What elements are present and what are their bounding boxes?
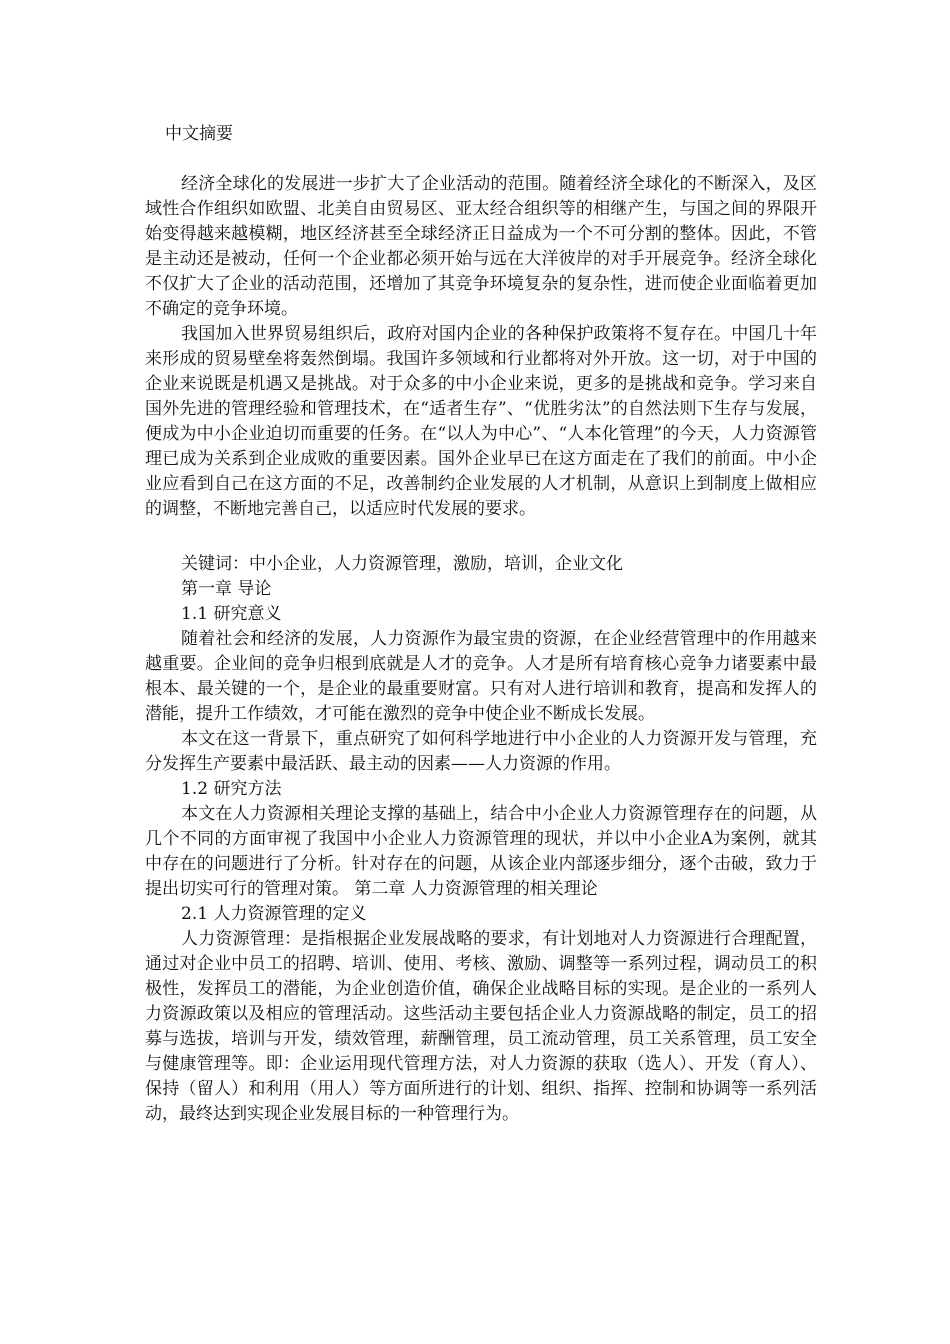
document-page (145, 122, 817, 1127)
section-1-2-paragraph: 本文在人力资源相关理论支撑的基础上，结合中小企业人力资源管理存在的问题，从几个不同的方面审视了我国中小企业人力资源管理的现状，并以中小企业A为案例，就其中存在的问题进行了分析。针对存在的问题，从该企业内部逐步细分，逐个击破，致力于提出切实可行的管理对策。 第二章 人力资源管理的相关理论 (145, 804, 817, 899)
keywords-line (145, 552, 817, 577)
section-1-1-heading: 1.1 研究意义 (181, 604, 282, 624)
page-title: 中文摘要 (165, 124, 233, 144)
keywords-text: 中小企业，人力资源管理，激励，培训，企业文化 (249, 554, 623, 574)
section-2-1-heading: 2.1 人力资源管理的定义 (181, 904, 367, 924)
abstract-paragraph-2: 我国加入世界贸易组织后，政府对国内企业的各种保护政策将不复存在。中国几十年来形成的贸易壁垒将轰然倒塌。我国许多领域和行业都将对外开放。这一切，对于中国的企业来说既是机遇又是挑战。对于众多的中小企业来说，更多的是挑战和竞争。学习来自国外先进的管理经验和管理技术，在“适者生存”、“优胜劣汰”的自然法则下生存与发展，便成为中小企业迫切而重要的任务。在“以人为中心”、“人本化管理”的今天，人力资源管理已成为关系到企业成败的重要因素。国外企业早已在这方面走在了我们的前面。中小企业应看到自己在这方面的不足，改善制约企业发展的人才机制，从意识上到制度上做相应的调整，不断地完善自己，以适应时代发展的要求。 (145, 324, 817, 519)
keywords-label: 关键词： (181, 554, 249, 574)
chapter-1-heading: 第一章 导论 (181, 579, 272, 599)
spacer (145, 522, 817, 552)
section-1-1-paragraph-1: 随着社会和经济的发展，人力资源作为最宝贵的资源，在企业经营管理中的作用越来越重要。企业间的竞争归根到底就是人才的竞争。人才是所有培育核心竞争力诸要素中最根本、最关键的一个，是企业的最重要财富。只有对人进行培训和教育，提高和发挥人的潜能，提升工作绩效，才可能在激烈的竞争中使企业不断成长发展。 (145, 629, 817, 724)
spacer (145, 157, 817, 172)
section-1-2-heading: 1.2 研究方法 (181, 779, 282, 799)
section-2-1-paragraph: 人力资源管理：是指根据企业发展战略的要求，有计划地对人力资源进行合理配置，通过对企业中员工的招聘、培训、使用、考核、激励、调整等一系列过程，调动员工的积极性，发挥员工的潜能，为企业创造价值，确保企业战略目标的实现。是企业的一系列人力资源政策以及相应的管理活动。这些活动主要包括企业人力资源战略的制定，员工的招募与选拔，培训与开发，绩效管理，薪酬管理，员工流动管理，员工关系管理，员工安全与健康管理等。即：企业运用现代管理方法，对人力资源的获取（选人）、开发（育人）、保持（留人）和利用（用人）等方面所进行的计划、组织、指挥、控制和协调等一系列活动，最终达到实现企业发展目标的一种管理行为。 (145, 929, 817, 1124)
abstract-paragraph-1: 经济全球化的发展进一步扩大了企业活动的范围。随着经济全球化的不断深入，及区域性合作组织如欧盟、北美自由贸易区、亚太经合组织等的相继产生，与国之间的界限开始变得越来越模糊，地区经济甚至全球经济正日益成为一个不可分割的整体。因此，不管是主动还是被动，任何一个企业都必须开始与远在大洋彼岸的对手开展竞争。经济全球化不仅扩大了企业的活动范围，还增加了其竞争环境复杂的复杂性，进而使企业面临着更加不确定的竞争环境。 (145, 174, 817, 319)
section-1-1-paragraph-2: 本文在这一背景下，重点研究了如何科学地进行中小企业的人力资源开发与管理，充分发挥生产要素中最活跃、最主动的因素——人力资源的作用。 (145, 729, 817, 774)
